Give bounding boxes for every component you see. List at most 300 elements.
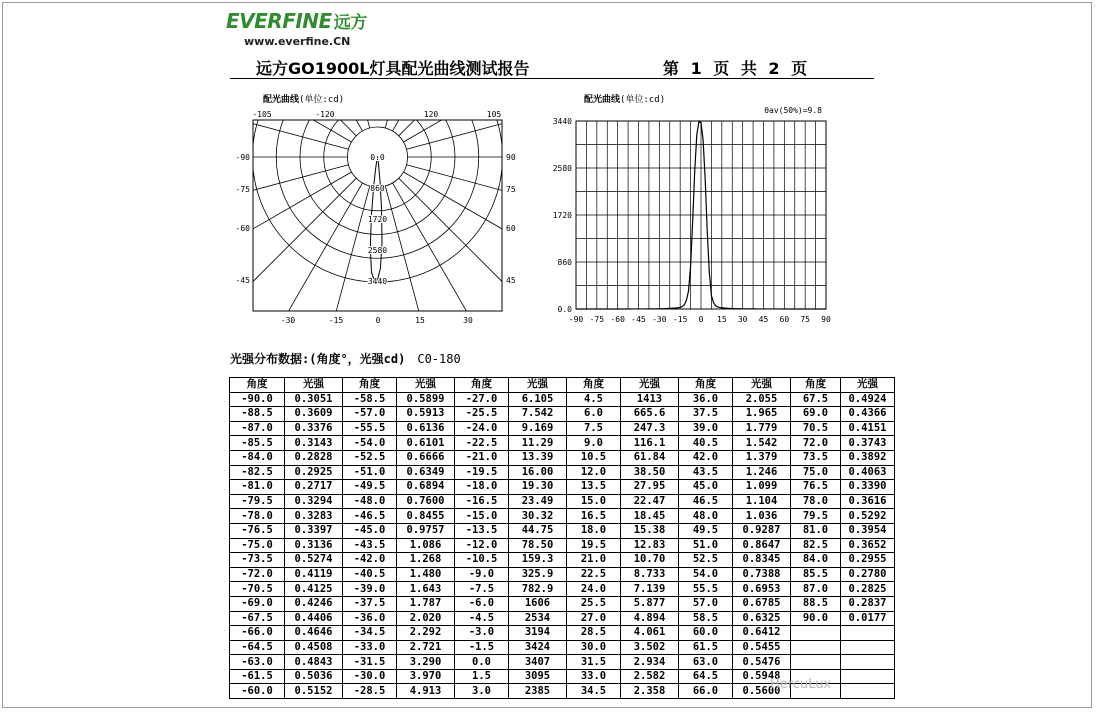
polar-radial-label: 860 xyxy=(370,184,385,193)
intensity-cell: 2.582 xyxy=(621,669,679,684)
x-tick-label: -15 xyxy=(672,315,688,324)
angle-cell xyxy=(791,626,841,641)
angle-cell: 43.5 xyxy=(679,465,733,480)
angle-cell: -49.5 xyxy=(343,480,397,495)
angle-cell: -81.0 xyxy=(230,480,285,495)
intensity-cell: 38.50 xyxy=(621,465,679,480)
angle-cell: -54.0 xyxy=(343,436,397,451)
intensity-cell: 5.877 xyxy=(621,596,679,611)
angle-cell: 39.0 xyxy=(679,421,733,436)
intensity-cell: 1.086 xyxy=(397,538,455,553)
cartesian-grid xyxy=(576,121,826,309)
intensity-cell: 0.2825 xyxy=(841,582,895,597)
angle-cell: 7.5 xyxy=(567,421,621,436)
polar-angle-label: 0 xyxy=(375,316,381,325)
x-tick-label: -60 xyxy=(610,315,625,324)
intensity-cell: 1.104 xyxy=(733,494,791,509)
angle-cell: -78.0 xyxy=(230,509,285,524)
polar-radial-label: 2580 xyxy=(367,246,388,255)
x-tick-label: -90 xyxy=(568,315,584,324)
intensity-cell: 0.2780 xyxy=(841,567,895,582)
intensity-cell: 1.787 xyxy=(397,596,455,611)
angle-cell: 0.0 xyxy=(455,655,509,670)
intensity-cell: 0.5152 xyxy=(285,684,343,699)
polar-spoke xyxy=(0,53,349,149)
angle-cell: 55.5 xyxy=(679,582,733,597)
angle-cell: 34.5 xyxy=(567,684,621,699)
angle-cell: 76.5 xyxy=(791,480,841,495)
polar-spoke xyxy=(385,0,481,128)
intensity-cell: 2.055 xyxy=(733,392,791,407)
intensity-cell: 3194 xyxy=(509,626,567,641)
angle-cell: 18.0 xyxy=(567,523,621,538)
y-tick-label: 2580 xyxy=(552,164,572,173)
angle-cell: -39.0 xyxy=(343,582,397,597)
polar-angle-label: 105 xyxy=(486,110,502,119)
intensity-cell: 325.9 xyxy=(509,567,567,582)
angle-cell: -21.0 xyxy=(455,450,509,465)
intensity-cell: 0.5455 xyxy=(733,640,791,655)
angle-cell: 88.5 xyxy=(791,596,841,611)
intensity-cell xyxy=(841,655,895,670)
x-tick-label: 60 xyxy=(779,315,790,324)
intensity-cell: 0.4843 xyxy=(285,655,343,670)
intensity-cell: 3407 xyxy=(509,655,567,670)
intensity-cell xyxy=(841,669,895,684)
angle-cell: -90.0 xyxy=(230,392,285,407)
angle-cell: -75.0 xyxy=(230,538,285,553)
intensity-cell: 8.733 xyxy=(621,567,679,582)
angle-cell: -3.0 xyxy=(455,626,509,641)
x-tick-label: -75 xyxy=(589,315,605,324)
intensity-cell: 0.0177 xyxy=(841,611,895,626)
table-row xyxy=(230,538,895,553)
angle-cell: 40.5 xyxy=(679,436,733,451)
intensity-cell: 0.6412 xyxy=(733,626,791,641)
angle-cell: -51.0 xyxy=(343,465,397,480)
angle-cell: -16.5 xyxy=(455,494,509,509)
intensity-cell: 0.8647 xyxy=(733,538,791,553)
column-header-angle: 角度 xyxy=(679,378,733,393)
intensity-cell: 6.105 xyxy=(509,392,567,407)
angle-cell: -25.5 xyxy=(455,407,509,422)
polar-radial-label: 0.0 xyxy=(370,153,385,162)
angle-cell: 48.0 xyxy=(679,509,733,524)
intensity-cell: 0.3892 xyxy=(841,450,895,465)
data-section-title xyxy=(230,350,461,367)
intensity-cell: 0.2717 xyxy=(285,480,343,495)
polar-spoke xyxy=(393,0,578,131)
angle-cell: -30.0 xyxy=(343,669,397,684)
table-row xyxy=(230,582,895,597)
column-header-intensity: 光强 xyxy=(621,378,679,393)
angle-cell: -67.5 xyxy=(230,611,285,626)
table-row xyxy=(230,407,895,422)
x-tick-label: -30 xyxy=(652,315,667,324)
polar-spoke xyxy=(31,0,351,142)
intensity-cell: 0.7388 xyxy=(733,567,791,582)
polar-spoke xyxy=(406,53,763,149)
angle-cell: -52.5 xyxy=(343,450,397,465)
table-row xyxy=(230,392,895,407)
intensity-cell: 0.5476 xyxy=(733,655,791,670)
intensity-cell: 0.8455 xyxy=(397,509,455,524)
polar-angle-label: -60 xyxy=(235,224,250,233)
angle-cell: -15.0 xyxy=(455,509,509,524)
intensity-cell: 1.965 xyxy=(733,407,791,422)
beam-angle-annotation: θav(50%)=9.8 xyxy=(764,106,822,115)
intensity-cell: 0.7600 xyxy=(397,494,455,509)
polar-angle-label: -105 xyxy=(252,110,272,119)
angle-cell: 75.0 xyxy=(791,465,841,480)
polar-angle-label: -75 xyxy=(235,185,250,194)
angle-cell: -24.0 xyxy=(455,421,509,436)
intensity-cell: 27.95 xyxy=(621,480,679,495)
polar-angle-label: -120 xyxy=(315,110,335,119)
angle-cell: -4.5 xyxy=(455,611,509,626)
polar-angle-label: -15 xyxy=(328,316,344,325)
intensity-cell: 0.6894 xyxy=(397,480,455,495)
angle-cell: 36.0 xyxy=(679,392,733,407)
intensity-cell: 0.4246 xyxy=(285,596,343,611)
intensity-cell: 0.2828 xyxy=(285,450,343,465)
intensity-cell: 0.5948 xyxy=(733,669,791,684)
angle-cell: -61.5 xyxy=(230,669,285,684)
intensity-cell: 11.29 xyxy=(509,436,567,451)
angle-cell: 33.0 xyxy=(567,669,621,684)
intensity-cell: 0.4406 xyxy=(285,611,343,626)
angle-cell: 28.5 xyxy=(567,626,621,641)
intensity-cell: 7.139 xyxy=(621,582,679,597)
angle-cell: 90.0 xyxy=(791,611,841,626)
table-row xyxy=(230,626,895,641)
intensity-cell: 4.894 xyxy=(621,611,679,626)
intensity-cell: 1.542 xyxy=(733,436,791,451)
intensity-cell: 13.39 xyxy=(509,450,567,465)
angle-cell: -69.0 xyxy=(230,596,285,611)
table-row xyxy=(230,655,895,670)
intensity-cell: 0.8345 xyxy=(733,553,791,568)
intensity-cell: 0.3051 xyxy=(285,392,343,407)
y-tick-label: 3440 xyxy=(552,117,572,126)
angle-cell: 27.0 xyxy=(567,611,621,626)
column-header-intensity: 光强 xyxy=(841,378,895,393)
angle-cell: -42.0 xyxy=(343,553,397,568)
intensity-cell: 2.292 xyxy=(397,626,455,641)
y-tick-label: 860 xyxy=(557,258,572,267)
watermark: HercuLux xyxy=(770,677,832,692)
angle-cell: 4.5 xyxy=(567,392,621,407)
angle-cell: 1.5 xyxy=(455,669,509,684)
table-row xyxy=(230,450,895,465)
intensity-cell: 0.4125 xyxy=(285,582,343,597)
polar-spoke xyxy=(0,165,349,261)
angle-cell: 25.5 xyxy=(567,596,621,611)
angle-cell: 22.5 xyxy=(567,567,621,582)
intensity-cell xyxy=(841,684,895,699)
angle-cell: 46.5 xyxy=(679,494,733,509)
table-row xyxy=(230,480,895,495)
brand-name: EVERFINE xyxy=(226,9,332,33)
intensity-cell: 0.4366 xyxy=(841,407,895,422)
intensity-cell: 0.2837 xyxy=(841,596,895,611)
intensity-cell xyxy=(841,640,895,655)
intensity-cell: 0.5274 xyxy=(285,553,343,568)
intensity-cell: 1413 xyxy=(621,392,679,407)
angle-cell: 82.5 xyxy=(791,538,841,553)
intensity-cell: 10.70 xyxy=(621,553,679,568)
y-tick-label: 1720 xyxy=(552,211,572,220)
cartesian-chart-title-text: 配光曲线 xyxy=(584,95,621,105)
intensity-cell: 3.970 xyxy=(397,669,455,684)
angle-cell: -87.0 xyxy=(230,421,285,436)
angle-cell: -84.0 xyxy=(230,450,285,465)
angle-cell: 37.5 xyxy=(679,407,733,422)
angle-cell: -9.0 xyxy=(455,567,509,582)
intensity-cell: 0.6325 xyxy=(733,611,791,626)
angle-cell: -88.5 xyxy=(230,407,285,422)
intensity-cell: 3.502 xyxy=(621,640,679,655)
intensity-cell: 1.779 xyxy=(733,421,791,436)
intensity-cell: 7.542 xyxy=(509,407,567,422)
angle-cell: -76.5 xyxy=(230,523,285,538)
column-header-intensity: 光强 xyxy=(285,378,343,393)
angle-cell: -58.5 xyxy=(343,392,397,407)
polar-radial-label: 1720 xyxy=(367,215,388,224)
intensity-cell: 3424 xyxy=(509,640,567,655)
intensity-cell: 1.036 xyxy=(733,509,791,524)
table-row xyxy=(230,494,895,509)
intensity-cell: 9.169 xyxy=(509,421,567,436)
polar-angle-label: 45 xyxy=(506,276,516,285)
angle-cell: 64.5 xyxy=(679,669,733,684)
polar-angle-label: 60 xyxy=(506,224,516,233)
intensity-cell: 1.379 xyxy=(733,450,791,465)
angle-cell: 12.0 xyxy=(567,465,621,480)
angle-cell: -63.0 xyxy=(230,655,285,670)
intensity-cell: 1.099 xyxy=(733,480,791,495)
angle-cell: 10.5 xyxy=(567,450,621,465)
column-header-intensity: 光强 xyxy=(733,378,791,393)
angle-cell: -7.5 xyxy=(455,582,509,597)
angle-cell: 79.5 xyxy=(791,509,841,524)
angle-cell: 84.0 xyxy=(791,553,841,568)
polar-spoke xyxy=(274,0,370,128)
intensity-cell: 2.358 xyxy=(621,684,679,699)
intensity-cell: 0.6101 xyxy=(397,436,455,451)
intensity-cell: 0.5913 xyxy=(397,407,455,422)
angle-cell: 13.5 xyxy=(567,480,621,495)
x-tick-label: 0 xyxy=(698,315,704,324)
angle-cell: 16.5 xyxy=(567,509,621,524)
x-tick-label: -45 xyxy=(631,315,646,324)
intensity-cell: 0.3954 xyxy=(841,523,895,538)
table-row xyxy=(230,465,895,480)
intensity-cell: 15.38 xyxy=(621,523,679,538)
intensity-cell xyxy=(841,626,895,641)
column-header-angle: 角度 xyxy=(343,378,397,393)
intensity-cell: 0.6349 xyxy=(397,465,455,480)
column-header-intensity: 光强 xyxy=(397,378,455,393)
angle-cell: -33.0 xyxy=(343,640,397,655)
intensity-cell: 1606 xyxy=(509,596,567,611)
polar-chart-unit: (单位:cd) xyxy=(299,95,345,105)
column-header-intensity: 光强 xyxy=(509,378,567,393)
intensity-cell: 0.4151 xyxy=(841,421,895,436)
angle-cell xyxy=(791,655,841,670)
x-tick-label: 75 xyxy=(800,315,810,324)
intensity-cell: 0.5600 xyxy=(733,684,791,699)
cartesian-chart-unit: (单位:cd) xyxy=(620,95,666,105)
angle-cell: 6.0 xyxy=(567,407,621,422)
polar-angle-label: 15 xyxy=(415,316,425,325)
angle-cell: -18.0 xyxy=(455,480,509,495)
page-number: 第 1 页 共 2 页 xyxy=(663,59,808,78)
intensity-cell: 0.3609 xyxy=(285,407,343,422)
intensity-cell: 0.2955 xyxy=(841,553,895,568)
intensity-cell: 18.45 xyxy=(621,509,679,524)
intensity-cell: 3.290 xyxy=(397,655,455,670)
angle-cell: 24.0 xyxy=(567,582,621,597)
angle-cell: -79.5 xyxy=(230,494,285,509)
table-row xyxy=(230,553,895,568)
angle-cell: 60.0 xyxy=(679,626,733,641)
angle-cell: -45.0 xyxy=(343,523,397,538)
angle-cell: -1.5 xyxy=(455,640,509,655)
intensity-cell: 16.00 xyxy=(509,465,567,480)
angle-cell: -28.5 xyxy=(343,684,397,699)
intensity-cell: 4.913 xyxy=(397,684,455,699)
angle-cell: -82.5 xyxy=(230,465,285,480)
intensity-cell: 0.4924 xyxy=(841,392,895,407)
intensity-cell: 0.3397 xyxy=(285,523,343,538)
table-row xyxy=(230,640,895,655)
angle-cell: 61.5 xyxy=(679,640,733,655)
table-row xyxy=(230,421,895,436)
intensity-cell: 0.9287 xyxy=(733,523,791,538)
intensity-cell: 0.6136 xyxy=(397,421,455,436)
intensity-cell: 0.5899 xyxy=(397,392,455,407)
intensity-cell: 247.3 xyxy=(621,421,679,436)
table-row xyxy=(230,509,895,524)
angle-cell: 67.5 xyxy=(791,392,841,407)
polar-angle-label: -90 xyxy=(235,153,250,162)
intensity-cell: 61.84 xyxy=(621,450,679,465)
intensity-cell: 159.3 xyxy=(509,553,567,568)
intensity-cell: 0.4508 xyxy=(285,640,343,655)
y-tick-label: 0.0 xyxy=(557,305,572,314)
angle-cell: 3.0 xyxy=(455,684,509,699)
intensity-cell: 0.3616 xyxy=(841,494,895,509)
angle-cell: -43.5 xyxy=(343,538,397,553)
angle-cell: 45.0 xyxy=(679,480,733,495)
x-tick-label: 90 xyxy=(821,315,831,324)
intensity-cell: 665.6 xyxy=(621,407,679,422)
angle-cell: -70.5 xyxy=(230,582,285,597)
angle-cell: -48.0 xyxy=(343,494,397,509)
angle-cell: 70.5 xyxy=(791,421,841,436)
angle-cell: -10.5 xyxy=(455,553,509,568)
angle-cell: -34.5 xyxy=(343,626,397,641)
angle-cell: -72.0 xyxy=(230,567,285,582)
angle-cell: -13.5 xyxy=(455,523,509,538)
angle-cell: 51.0 xyxy=(679,538,733,553)
angle-cell: 69.0 xyxy=(791,407,841,422)
angle-cell: 42.0 xyxy=(679,450,733,465)
polar-spoke xyxy=(31,172,351,357)
angle-cell: -6.0 xyxy=(455,596,509,611)
column-header-angle: 角度 xyxy=(791,378,841,393)
report-title: 远方GO1900L灯具配光曲线测试报告 xyxy=(256,59,530,78)
cartesian-chart xyxy=(553,106,831,324)
angle-cell: -46.5 xyxy=(343,509,397,524)
intensity-cell: 0.3136 xyxy=(285,538,343,553)
angle-cell: 21.0 xyxy=(567,553,621,568)
angle-cell: 31.5 xyxy=(567,655,621,670)
intensity-cell: 1.480 xyxy=(397,567,455,582)
intensity-cell: 19.30 xyxy=(509,480,567,495)
angle-cell: -57.0 xyxy=(343,407,397,422)
angle-cell: -60.0 xyxy=(230,684,285,699)
column-header-angle: 角度 xyxy=(230,378,285,393)
intensity-cell: 1.643 xyxy=(397,582,455,597)
intensity-cell: 78.50 xyxy=(509,538,567,553)
polar-chart-title-text: 配光曲线 xyxy=(263,95,300,105)
intensity-table xyxy=(229,377,895,699)
intensity-cell: 0.3390 xyxy=(841,480,895,495)
intensity-cell: 0.4646 xyxy=(285,626,343,641)
curve-label: C0-180 xyxy=(417,352,461,366)
polar-radial-label: 3440 xyxy=(367,277,388,286)
intensity-cell: 0.3294 xyxy=(285,494,343,509)
intensity-cell: 0.6666 xyxy=(397,450,455,465)
intensity-cell: 116.1 xyxy=(621,436,679,451)
angle-cell: -73.5 xyxy=(230,553,285,568)
table-header-row xyxy=(230,378,895,393)
table-row xyxy=(230,436,895,451)
angle-cell: -12.0 xyxy=(455,538,509,553)
intensity-cell: 1.268 xyxy=(397,553,455,568)
table-row xyxy=(230,567,895,582)
angle-cell: 54.0 xyxy=(679,567,733,582)
angle-cell xyxy=(791,640,841,655)
angle-cell: -31.5 xyxy=(343,655,397,670)
intensity-cell: 0.2925 xyxy=(285,465,343,480)
angle-cell: 52.5 xyxy=(679,553,733,568)
angle-cell: 58.5 xyxy=(679,611,733,626)
intensity-cell: 0.9757 xyxy=(397,523,455,538)
angle-cell: 15.0 xyxy=(567,494,621,509)
intensity-cell: 782.9 xyxy=(509,582,567,597)
intensity-cell: 0.6785 xyxy=(733,596,791,611)
intensity-cell: 0.5292 xyxy=(841,509,895,524)
intensity-cell: 0.3652 xyxy=(841,538,895,553)
x-tick-label: 15 xyxy=(717,315,727,324)
angle-cell: 30.0 xyxy=(567,640,621,655)
angle-cell: 72.0 xyxy=(791,436,841,451)
intensity-cell: 2.934 xyxy=(621,655,679,670)
angle-cell: -55.5 xyxy=(343,421,397,436)
polar-angle-label: -30 xyxy=(280,316,296,325)
polar-angle-label: -45 xyxy=(235,276,250,285)
intensity-cell: 4.061 xyxy=(621,626,679,641)
polar-angle-label: 30 xyxy=(463,316,473,325)
angle-cell: 66.0 xyxy=(679,684,733,699)
angle-cell: -64.5 xyxy=(230,640,285,655)
angle-cell: 85.5 xyxy=(791,567,841,582)
x-tick-label: 45 xyxy=(758,315,769,324)
polar-spoke xyxy=(406,165,763,261)
